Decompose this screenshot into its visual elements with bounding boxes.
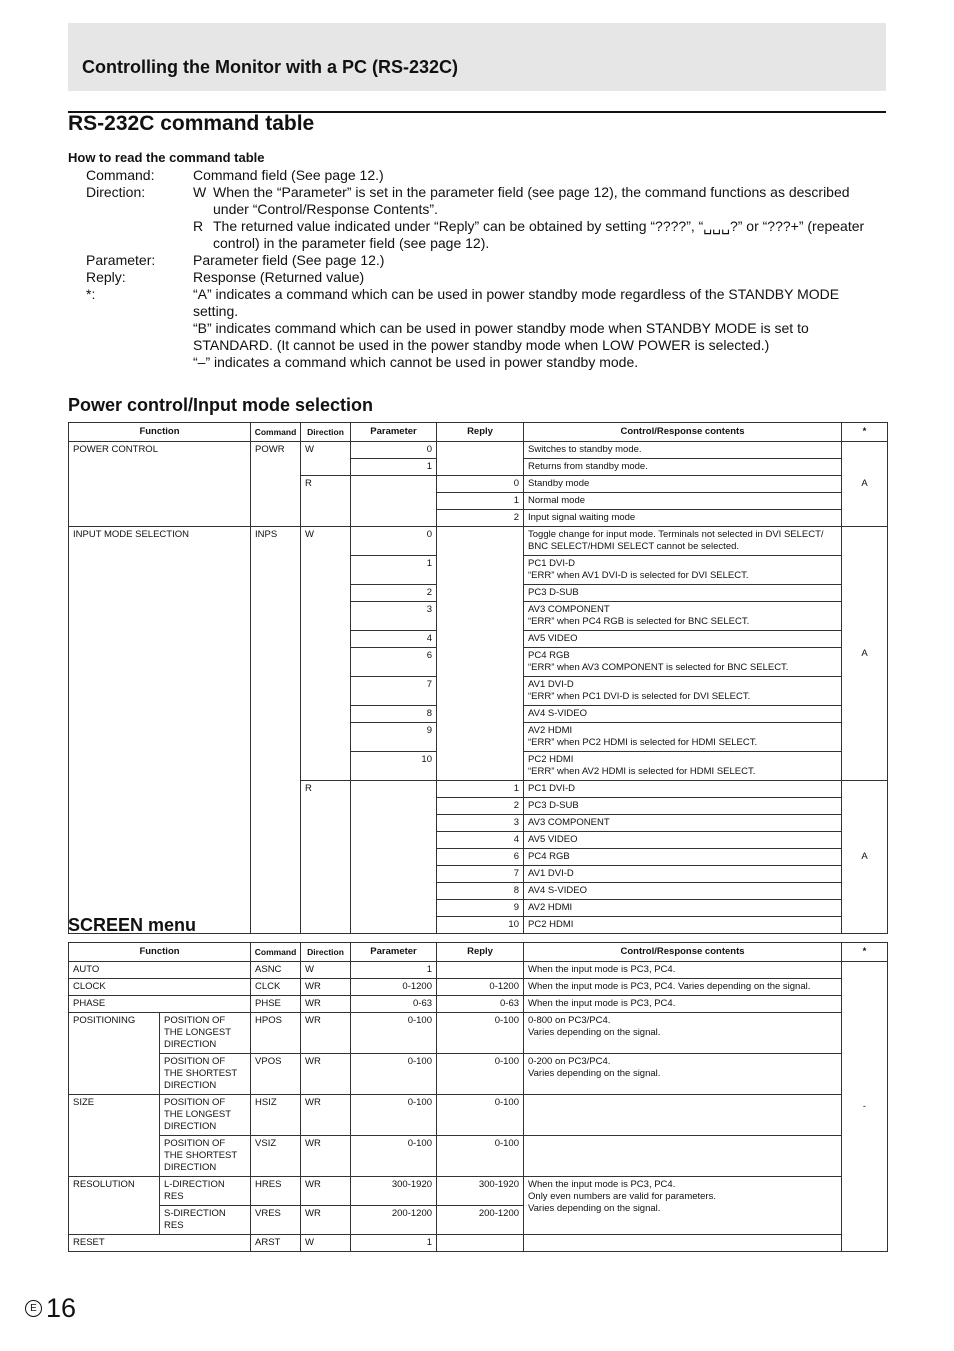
table-row: POWER CONTROL POWR W 0 Switches to standby mode. A: [69, 442, 888, 459]
page-number: [25, 1293, 76, 1324]
table-row: 8 AV4 S-VIDEO: [69, 706, 888, 723]
table-row: 2 PC3 D-SUB: [69, 585, 888, 602]
table-row: 3 AV3 COMPONENT “ERR” when PC4 RGB is selected for BNC SELECT.: [69, 602, 888, 631]
table-row: CLOCK CLCK WR 0-1200 0-1200 When the input mode is PC3, PC4. Varies depending on the signal.: [69, 979, 888, 996]
power-section-title: Power control/Input mode selection: [68, 395, 374, 415]
table-row: 3 AV3 COMPONENT: [69, 815, 888, 832]
table-row: 10 PC2 HDMI “ERR” when AV2 HDMI is selected for HDMI SELECT.: [69, 752, 888, 781]
table-row: RESET ARST W 1: [69, 1235, 888, 1252]
table-row: PHASE PHSE WR 0-63 0-63 When the input mode is PC3, PC4.: [69, 996, 888, 1013]
table-row: R 0 Standby mode: [69, 476, 888, 493]
table-row: 9 AV2 HDMI “ERR” when PC2 HDMI is selected for HDMI SELECT.: [69, 723, 888, 752]
how-to-heading: How to read the command table: [68, 150, 265, 165]
table-row: S-DIRECTION RES VRES WR 200-1200 200-1200: [69, 1206, 888, 1235]
table-header: Function Command Direction Parameter Reply Control/Response contents *: [69, 943, 888, 962]
table-row: 2 PC3 D-SUB: [69, 798, 888, 815]
def-parameter: Parameter: Parameter field (See page 12.): [86, 252, 385, 268]
screen-section-title: SCREEN menu: [68, 915, 197, 935]
direction-r: R The returned value indicated under “Reply” can be obtained by setting “????”, “␣␣␣?” or “???+” (repeater control) in the parameter field (see page 12).: [193, 218, 865, 251]
def-star: *: “A” indicates a command which can be used in power standby mode regardless of the STANDBY MODE setting. “B” indicates command which can be used in power standby mode when STANDBY MODE is set to STANDARD. (It cannot be used in the power standby mode when LOW POWER is selected.) “–” indicates a command which cannot be used in power standby mode.: [86, 286, 840, 370]
header-title: Controlling the Monitor with a PC (RS-232C): [82, 57, 458, 77]
table-row: 9 AV2 HDMI: [69, 900, 888, 917]
page-title: RS-232C command table: [68, 112, 315, 135]
language-circle-icon: E: [25, 1300, 42, 1317]
table-row: AUTO ASNC W 1 When the input mode is PC3, PC4. -: [69, 962, 888, 979]
header-bar: [68, 23, 886, 91]
table-row: 10 PC2 HDMI: [69, 917, 888, 934]
def-command: Command: Command field (See page 12.): [86, 167, 384, 183]
table-row: POSITIONING POSITION OF THE LONGEST DIRECTION HPOS WR 0-100 0-100 0-800 on PC3/PC4. Varies depending on the signal.: [69, 1013, 888, 1054]
table-row: 6 PC4 RGB “ERR” when AV3 COMPONENT is selected for BNC SELECT.: [69, 648, 888, 677]
def-reply: Reply: Response (Returned value): [86, 269, 365, 285]
table-row: 4 AV5 VIDEO: [69, 631, 888, 648]
table-row: 4 AV5 VIDEO: [69, 832, 888, 849]
screen-menu-table: [68, 942, 888, 1252]
table-row: 8 AV4 S-VIDEO: [69, 883, 888, 900]
table-row: POSITION OF THE SHORTEST DIRECTION VSIZ WR 0-100 0-100: [69, 1136, 888, 1177]
table-row: 1 Normal mode: [69, 493, 888, 510]
page-number-text: 16: [46, 1293, 77, 1323]
table-row: 6 PC4 RGB: [69, 849, 888, 866]
table-row: 7 AV1 DVI-D “ERR” when PC1 DVI-D is selected for DVI SELECT.: [69, 677, 888, 706]
table-row: 1 Returns from standby mode.: [69, 459, 888, 476]
table-row: 1 PC1 DVI-D “ERR” when AV1 DVI-D is selected for DVI SELECT.: [69, 556, 888, 585]
table-header: Function Command Direction Parameter Reply Control/Response contents *: [69, 423, 888, 442]
table-row: 7 AV1 DVI-D: [69, 866, 888, 883]
def-direction: Direction: W When the “Parameter” is set in the parameter field (see page 12), the command functions as described under “Control/Response Contents”. R The returned value indicated under “Reply” can be obtained by setting “????”, “␣␣␣?” or “???+” (repeater control) in the parameter field (see page 12).: [68, 184, 886, 252]
table-row: 2 Input signal waiting mode: [69, 510, 888, 527]
direction-w: W When the “Parameter” is set in the parameter field (see page 12), the command functions as described under “Control/Response Contents”.: [193, 184, 850, 217]
table-row: RESOLUTION L-DIRECTION RES HRES WR 300-1920 300-1920 When the input mode is PC3, PC4. Only even numbers are valid for parameters. Varies depending on the signal.: [69, 1177, 888, 1206]
table-row: R 1 PC1 DVI-D A: [69, 781, 888, 798]
power-input-table: [68, 422, 888, 934]
table-row: SIZE POSITION OF THE LONGEST DIRECTION HSIZ WR 0-100 0-100: [69, 1095, 888, 1136]
table-row: POSITION OF THE SHORTEST DIRECTION VPOS WR 0-100 0-100 0-200 on PC3/PC4. Varies depending on the signal.: [69, 1054, 888, 1095]
how-to-read: [68, 149, 886, 371]
table-row: INPUT MODE SELECTION INPS W 0 Toggle change for input mode. Terminals not selected in DVI SELECT/ BNC SELECT/HDMI SELECT cannot be selected. A: [69, 527, 888, 556]
